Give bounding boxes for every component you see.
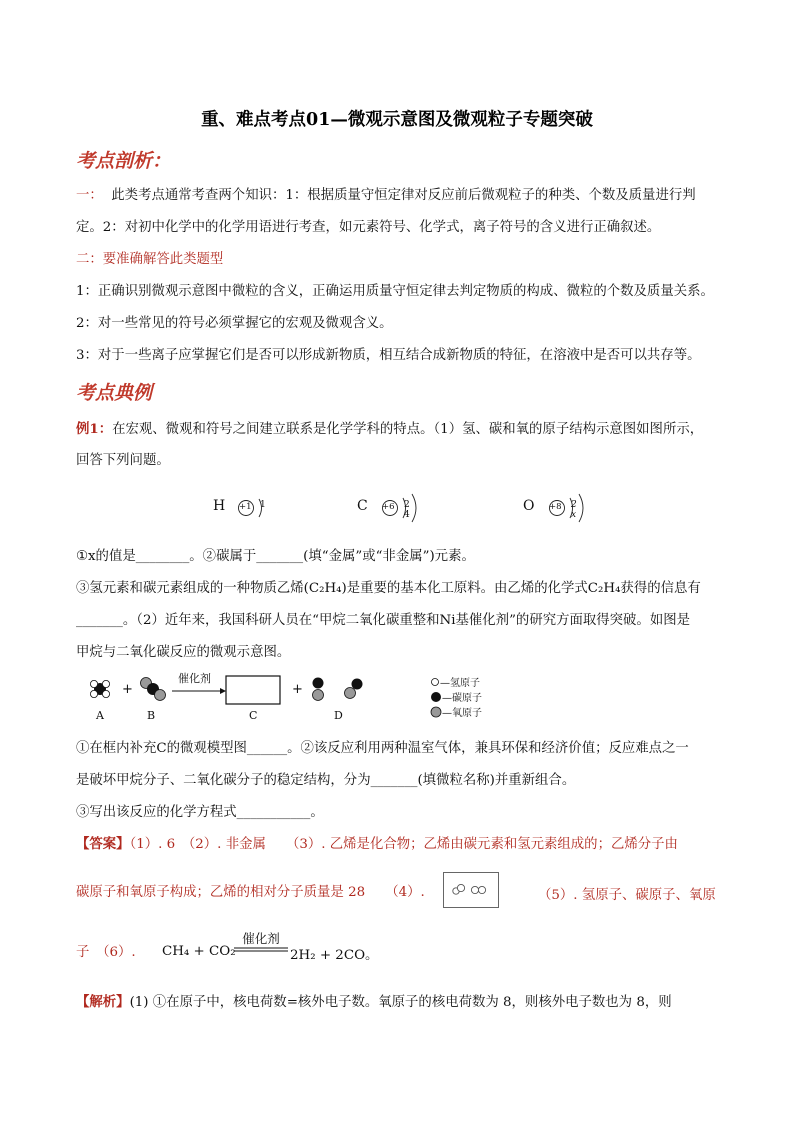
atom-h-nucleus: +1	[239, 502, 252, 512]
legend-oxygen	[430, 704, 510, 719]
section-heading-analysis: 考点剖析：	[76, 150, 172, 172]
question-4-line-2: 是破坏甲烷分子、二氧化碳分子的稳定结构，分为_______(填微粒名称)并重新组合。	[76, 773, 576, 788]
legend-hydrogen-label: —氢原子	[440, 678, 480, 689]
atom-h-electrons: 1	[260, 500, 266, 510]
oxygen-atom-icon	[430, 706, 442, 718]
analysis-item-2: 2：对一些常见的符号必须掌握它的宏观及微观含义。	[76, 316, 393, 331]
analysis-paragraph-2-label: 二：要准确解答此类题型	[76, 252, 224, 267]
example-intro-line-2: 回答下列问题。	[76, 453, 170, 468]
question-4-line-3: ③写出该反应的化学方程式___________。	[76, 805, 324, 820]
answer-label: 【答案】	[76, 836, 130, 852]
reaction-label-d: D	[334, 709, 343, 722]
legend-hydrogen	[430, 674, 510, 689]
question-3-line-3: 甲烷与二氧化碳反应的微观示意图。	[76, 645, 291, 660]
legend-carbon-label: —碳原子	[442, 693, 482, 704]
legend-carbon	[430, 689, 510, 704]
equation-right-text: 2H₂ + 2CO	[290, 948, 366, 963]
answer-line-2-cont: （5）. 氢原子、碳原子、氧原	[538, 888, 716, 903]
analysis-label: 【解析】	[76, 994, 130, 1010]
page-title: 重、难点考点01—微观示意图及微观粒子专题突破	[201, 110, 593, 130]
analysis-p1-text: 此类考点通常考查两个知识：1：根据质量守恒定律对反应前后微观粒子的种类、个数及质量进行判	[111, 188, 696, 203]
atom-c-symbol: C	[357, 498, 368, 514]
analysis-line-1	[76, 993, 672, 1012]
svg-text:+: +	[122, 682, 133, 697]
atom-o-nucleus: +8	[549, 502, 562, 512]
atom-o-electrons: 2 x	[571, 500, 577, 520]
equation-left: CH₄ + CO₂	[162, 944, 236, 959]
question-3-line-2: _______。（2）近年来，我国科研人员在“甲烷二氧化碳重整和Ni基催化剂”的研究方面取得突破。如图是	[76, 613, 690, 628]
reaction-legend	[430, 674, 510, 719]
answer-model-box	[443, 872, 499, 908]
answer-line-3: 子 （6）.	[76, 945, 136, 960]
example-label: 例1：	[76, 421, 113, 437]
reaction-label-c: C	[249, 709, 258, 722]
atom-structure-diagrams	[0, 488, 794, 528]
equation-right	[290, 944, 378, 963]
equation-end: 。	[365, 948, 379, 963]
atom-c-nucleus: +6	[382, 502, 395, 512]
analysis-p1-label: 一：	[76, 188, 103, 203]
equation-condition: 催化剂	[242, 931, 280, 946]
answer-line-1	[76, 835, 678, 854]
answer-line-2-text: 碳原子和氧原子构成；乙烯的相对分子质量是 28 （4）.	[76, 885, 425, 900]
analysis-line-1-text: (1) ①在原子中，核电荷数=核外电子数。氧原子的核电荷数为 8，则核外电子数也为 8，则	[129, 995, 672, 1010]
reaction-molecules-icon	[86, 672, 386, 712]
reaction-label-a: A	[96, 709, 104, 722]
analysis-item-3: 3：对于一些离子应掌握它们是否可以形成新物质，相互结合成新物质的特征，在溶液中是否可以共存等。	[76, 348, 701, 363]
reaction-label-b: B	[147, 709, 156, 722]
ethylene-model-icon	[444, 873, 500, 909]
answer-line-2	[76, 884, 425, 902]
carbon-atom-icon	[430, 691, 442, 703]
example-intro-text: 在宏观、微观和符号之间建立联系是化学学科的特点。（1）氢、碳和氧的原子结构示意图如图所示，	[112, 422, 704, 437]
atom-o-symbol: O	[523, 498, 535, 514]
svg-text:+: +	[292, 682, 303, 697]
question-4-line-1: ①在框内补充C的微观模型图______。②该反应利用两种温室气体，兼具环保和经济价值；反应难点之一	[76, 741, 689, 756]
atom-c-electrons: 2 4	[404, 500, 410, 520]
atom-h-symbol: H	[213, 498, 226, 514]
equation-equals-icon	[234, 947, 288, 953]
reaction-arrow-label: 催化剂	[178, 672, 211, 685]
question-1: ①x的值是________。②碳属于_______(填“金属”或“非金属”)元素。	[76, 549, 475, 564]
legend-oxygen-label: —氧原子	[442, 708, 482, 719]
example-intro-line-1	[76, 420, 703, 439]
analysis-paragraph-1	[76, 187, 696, 205]
answer-line-1-text: （1）. 6 （2）. 非金属 （3）. 乙烯是化合物；乙烯由碳元素和氢元素组成的；乙烯分子由	[129, 837, 678, 852]
section-heading-examples: 考点典例	[76, 382, 153, 404]
analysis-item-1: 1：正确识别微观示意图中微粒的含义，正确运用质量守恒定律去判定物质的构成、微粒的个数及质量关系。	[76, 284, 714, 299]
hydrogen-atom-icon	[430, 677, 440, 687]
question-3-line-1: ③氢元素和碳元素组成的一种物质乙烯(C₂H₄)是重要的基本化工原料。由乙烯的化学式C₂H₄获得的信息有	[76, 581, 701, 596]
reaction-diagram	[86, 672, 506, 724]
analysis-paragraph-1-cont: 定。2：对初中化学中的化学用语进行考查，如元素符号、化学式，离子符号的含义进行正确叙述。	[76, 220, 661, 235]
